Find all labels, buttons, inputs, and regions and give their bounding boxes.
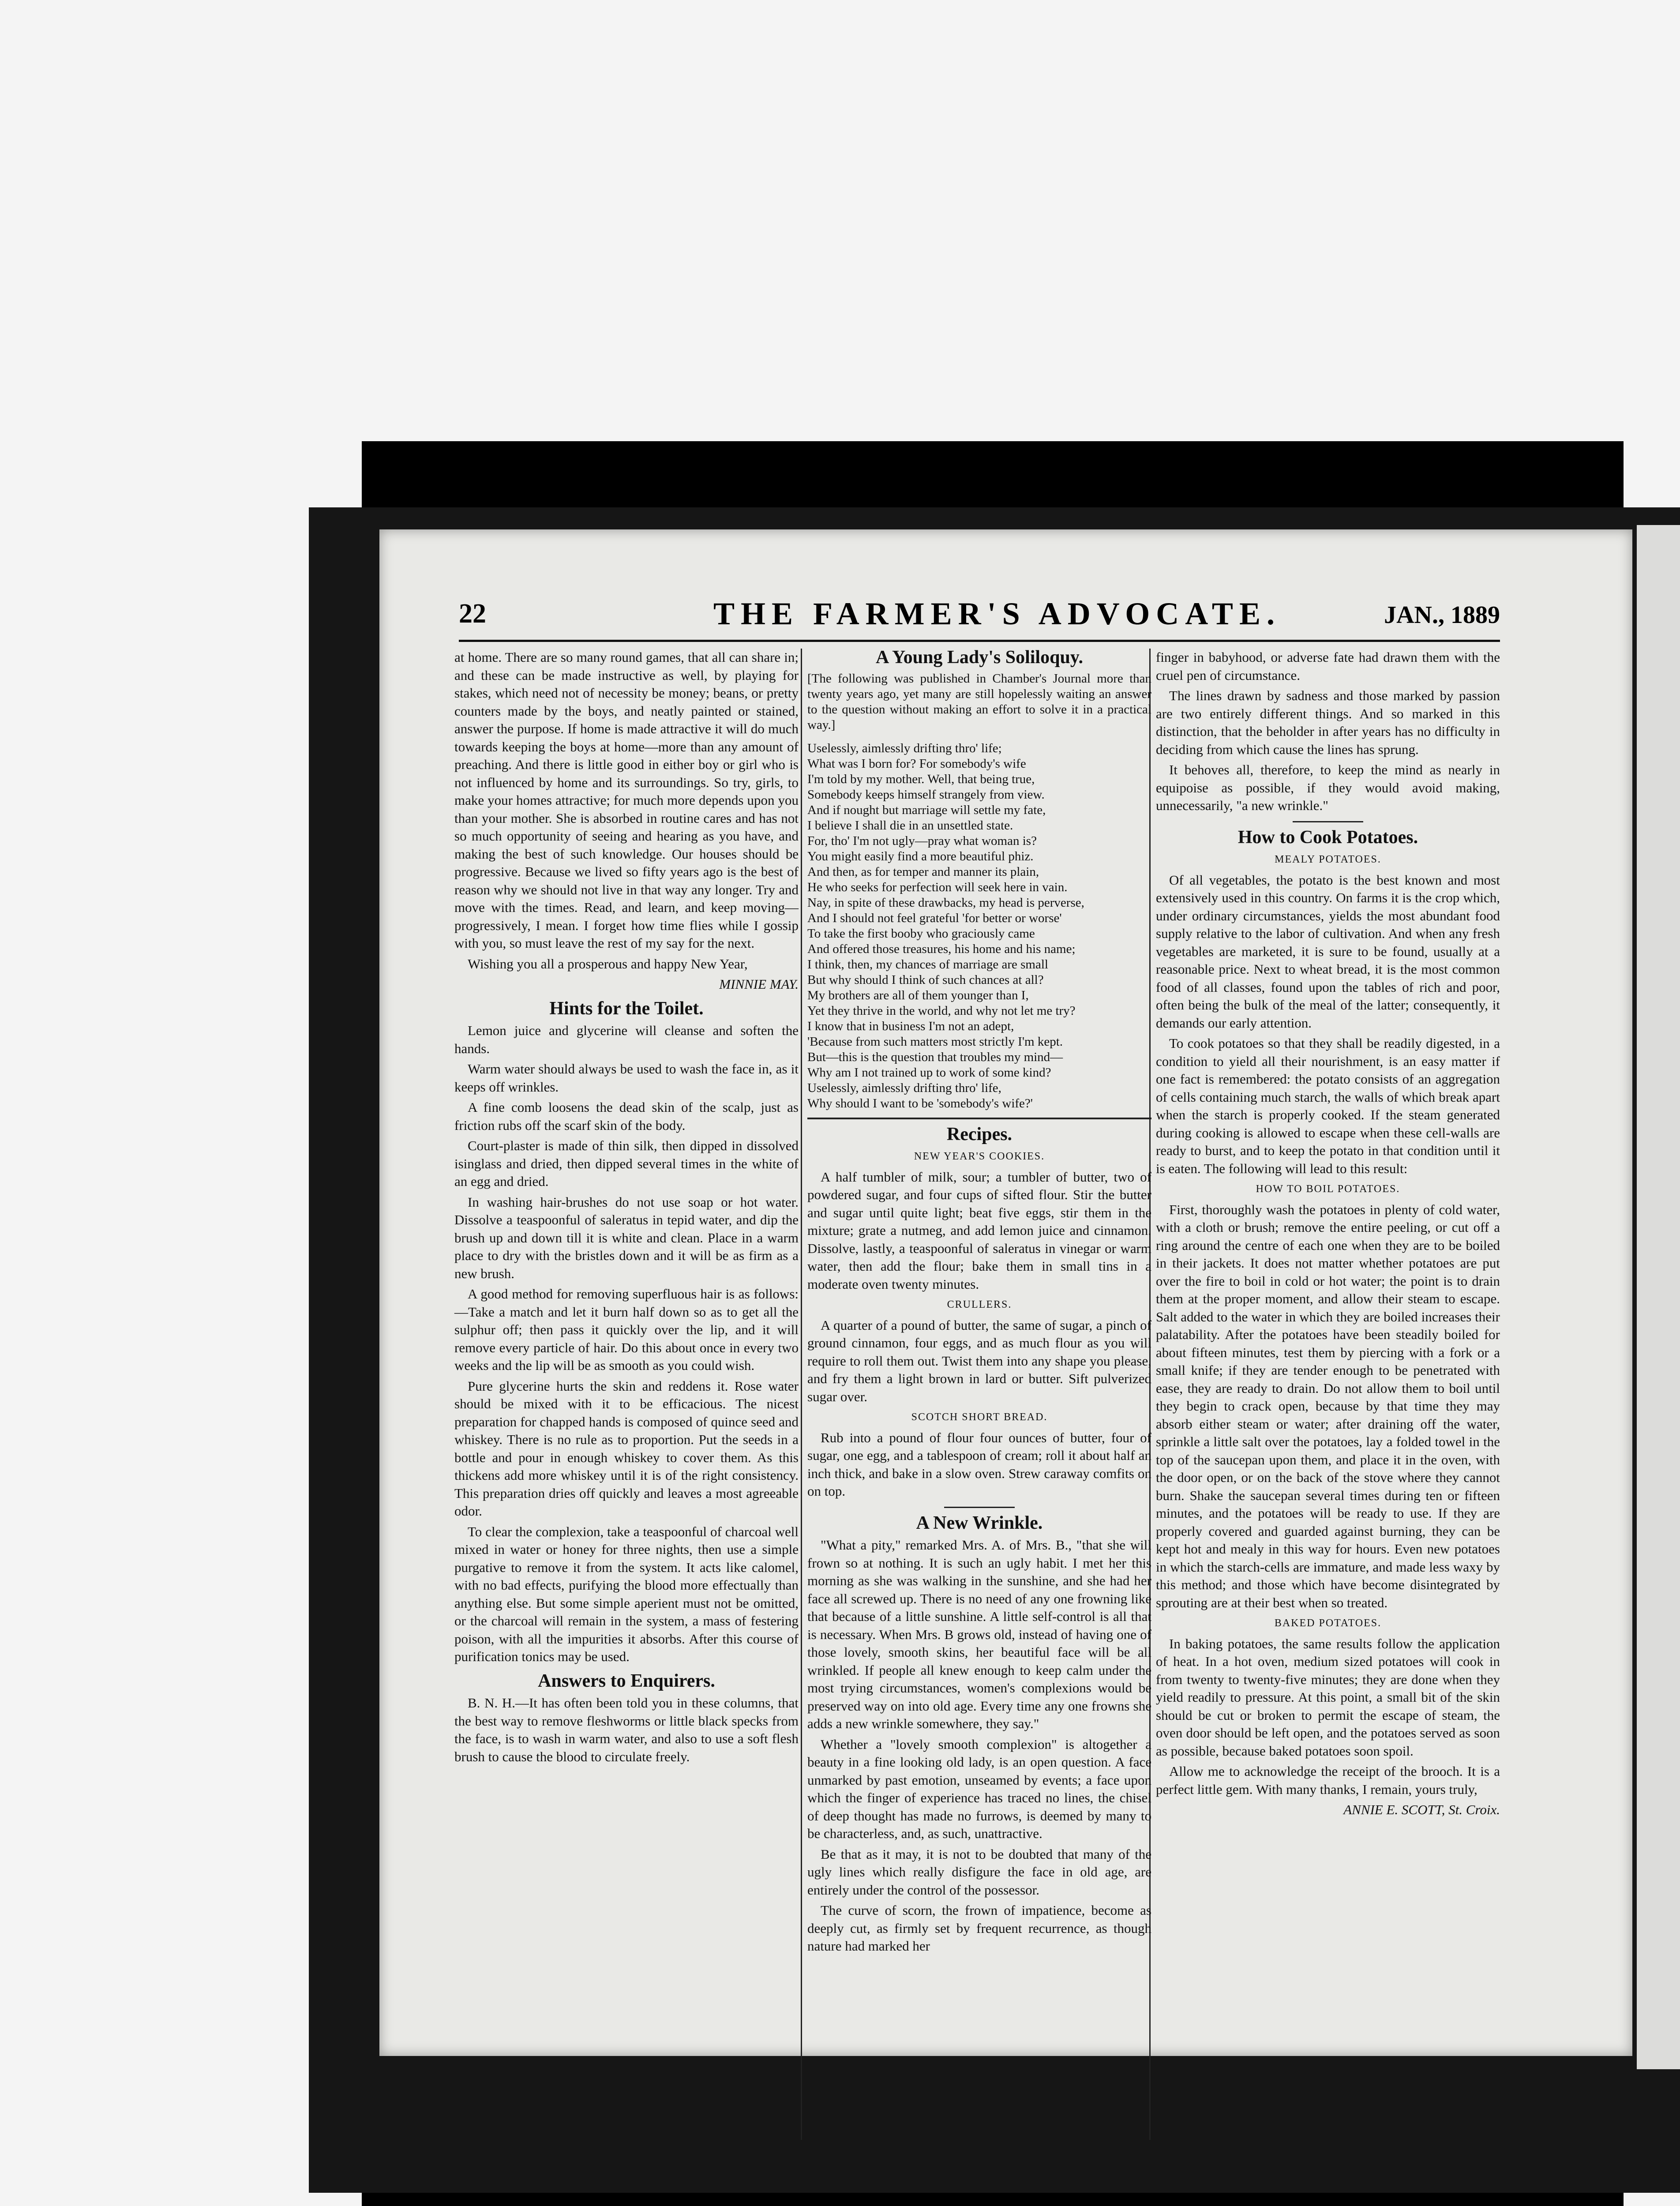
poem-line: I believe I shall die in an unsettled state. xyxy=(807,818,1013,833)
article-text: Warm water should always be used to wash the face in, as it keeps off wrinkles. xyxy=(454,1061,799,1095)
poem-line: Somebody keeps himself strangely from view. xyxy=(807,787,1045,802)
article-text: at home. There are so many round games, that all can share in; and these can be made instructive as well, by playing for stakes, which need not of necessity be money; beans, or pretty counters made by the boys, and neatly painted or stained, answer the purpose. If home is made attractive it will do much towards keeping the boys at home—more than any amount of preaching. And there is little good in either boy or girl who is not influenced by home and its surroundings. So try, girls, to make your homes attractive; for much more depends upon you than your mother. She is absorbed in routine cares and has not so much opportunity of seeing and hearing as you have, and making the best of such knowledge. Our houses should be progressive. Because we lived so fifty years ago is the best of reason why we should not live in that way any longer. Try and move with the times. Read, and learn, and keep moving—progressively, I mean. I forget how time flies while I gossip with you, so must leave the rest of my say for the next. xyxy=(454,649,799,951)
section-rule xyxy=(1293,821,1363,822)
subsection-title: HOW TO BOIL POTATOES. xyxy=(1256,1183,1400,1195)
newspaper-title: THE FARMER'S ADVOCATE. xyxy=(713,596,1281,631)
article-text: In baking potatoes, the same results follow the application of heat. In a hot oven, medium sized potatoes will cook in from twenty to twenty-five minutes; they are done when they yield readily to pressure. At this point, a small bit of the skin should be cut or broken to permit the escape of steam, the oven door should be left open, and the potatoes served as soon as possible, because baked potatoes soon spoil. xyxy=(1156,1636,1500,1759)
recipe-title: SCOTCH SHORT BREAD. xyxy=(911,1411,1048,1423)
section-rule xyxy=(944,1507,1015,1508)
poem xyxy=(807,741,1151,1111)
poem-line: But why should I think of such chances at all? xyxy=(807,972,1044,987)
article-text: The lines drawn by sadness and those marked by passion are two entirely different things. And so marked in this distinction, that the beholder in after years has no difficulty in deciding from which cause the lines has sprung. xyxy=(1156,688,1500,757)
column-middle xyxy=(807,649,1151,1958)
poem-intro: [The following was published in Chamber's Journal more than twenty years ago, yet many are still hopelessly waiting an answer to the question without making an effort to solve it in a practical way.] xyxy=(807,671,1151,732)
recipe-text: A quarter of a pound of butter, the same of sugar, a pinch of ground cinnamon, four eggs, and as much flour as you will require to roll them out. Twist them into any shape you please, and fry them a light brown in lard or butter. Sift pulverized sugar over. xyxy=(807,1317,1151,1404)
subsection-title: BAKED POTATOES. xyxy=(1274,1617,1382,1629)
poem-line: My brothers are all of them younger than I, xyxy=(807,988,1029,1002)
recipe-title: NEW YEAR'S COOKIES. xyxy=(914,1151,1045,1162)
article-text: Of all vegetables, the potato is the best known and most extensively used in this country. On farms it is the crop which, under ordinary circumstances, yields the most abundant food supply relative to the labor of cultivation. And when any fresh vegetables are marketed, it is sure to be found, usually at a reasonable price. Next to wheat bread, it is the most common food of all classes, found upon the tables of rich and poor, often being the bulk of the meal of the latter; consequently, it demands our early attention. xyxy=(1156,872,1500,1031)
article-text: Be that as it may, it is not to be doubted that many of the ugly lines which really disfigure the face in old age, are entirely under the control of the possessor. xyxy=(807,1846,1151,1898)
author-signature: ANNIE E. SCOTT, St. Croix. xyxy=(1343,1802,1500,1817)
poem-line: For, tho' I'm not ugly—pray what woman is? xyxy=(807,833,1037,848)
article-text: A good method for removing superfluous hair is as follows:—Take a match and let it burn half down so as to get all the sulphur off; then pass it quickly over the lip, and it will remove every particle of hair. Do this about once in every two weeks and the lip will be as smooth as you could wish. xyxy=(454,1286,799,1373)
recipe-text: Rub into a pound of flour four ounces of butter, four of sugar, one egg, and a tablespoon of cream; roll it about half an inch thick, and bake in a slow oven. Strew caraway comfits on on top. xyxy=(807,1429,1151,1499)
poem-line: I know that in business I'm not an adept, xyxy=(807,1019,1014,1033)
article-text: Court-plaster is made of thin silk, then dipped in dissolved isinglass and dried, then dipped several times in the white of an egg and dried. xyxy=(454,1138,799,1189)
scan-margin-top xyxy=(0,0,1680,441)
poem-line: I think, then, my chances of marriage are small xyxy=(807,957,1048,972)
facing-page-edge xyxy=(1637,525,1680,2069)
poem-line: Yet they thrive in the world, and why not let me try? xyxy=(807,1003,1076,1018)
page-number: 22 xyxy=(459,599,486,629)
section-rule xyxy=(807,1118,1151,1119)
subsection-title: MEALY POTATOES. xyxy=(1275,854,1381,865)
section-heading: Answers to Enquirers. xyxy=(538,1670,715,1691)
article-text: "What a pity," remarked Mrs. A. of Mrs. B., "that she will frown so at nothing. It is such an ugly habit. I met her this morning as she was walking in the sunshine, and she had her face all screwed up. There is no need of any one frowning like that because of a little sunshine. A little self-control is all that is necessary. When Mrs. B grows old, instead of having one of those lovely, smooth skins, her beautiful face will be all wrinkled. If people all knew enough to keep calm under the most trying circumstances, women's complexions would be preserved way on into old age. Every time any one frowns she adds a new wrinkle somewhere, they say." xyxy=(807,1537,1151,1731)
article-text: Lemon juice and glycerine will cleanse and soften the hands. xyxy=(454,1023,799,1056)
article-text: In washing hair-brushes do not use soap or hot water. Dissolve a teaspoonful of saleratus in tepid water, and dip the brush up and down till it is white and clean. Place in a warm place to dry with the bristles down and it will be as firm as a new brush. xyxy=(454,1194,799,1281)
column-left xyxy=(454,649,799,1768)
poem-line: But—this is the question that troubles my mind— xyxy=(807,1050,1063,1064)
article-text: First, thoroughly wash the potatoes in plenty of cold water, with a cloth or brush; remove the entire peeling, or cut off a ring around the centre of each one when they are to be boiled in their jackets. It does not matter whether potatoes are put over the fire to boil in cold or hot water; the point is to drain them at the proper moment, and allow their steam to escape. Salt added to the water in which they are boiled increases their palatability. After the potatoes have been steadily boiled for about fifteen minutes, test them by piercing with a fork or a small knife; if they are tender enough to be penetrated with ease, they are ready to drain. Do not allow them to boil until they begin to crack open, because by that time they may absorb either steam or water; after draining off the water, sprinkle a little salt over the potatoes, lay a folded towel in the top of the saucepan upon them, and place it in the oven, with the door open, or on the back of the stove where they cannot burn. Shake the saucepan several times during ten or fifteen minutes, and the potatoes will be ready to use. If they are properly covered and guarded against burning, they can be kept hot and mealy in this way for hours. Even new potatoes in which the starch-cells are immature, and made less waxy by this method; and those which have become disintegrated by sprouting are at their best when so treated. xyxy=(1156,1201,1500,1610)
column-right xyxy=(1156,649,1500,1819)
recipe-title: CRULLERS. xyxy=(947,1299,1012,1310)
article-text: Pure glycerine hurts the skin and reddens it. Rose water should be mixed with it to be efficacious. The nicest preparation for chapped hands is composed of quince seed and whiskey. There is no rule as to proportion. Put the seeds in a bottle and pour in enough whiskey to cover them. As this thickens add more whiskey until it is of the right consistency. This preparation dries off quickly and leaves a most agreeable odor. xyxy=(454,1378,799,1519)
author-signature: MINNIE MAY. xyxy=(719,976,799,992)
article-text: To clear the complexion, take a teaspoonful of charcoal well mixed in water or honey for three nights, then use a simple purgative to remove it from the system. It acts like calomel, with no bad effects, purifying the blood more effectually than anything else. But some simple aperient must not be omitted, or the charcoal will remain in the system, a mass of festering poison, with all the impurities it absorbs. After this course of purification tonics may be used. xyxy=(454,1523,799,1664)
poem-line: And I should not feel grateful 'for better or worse' xyxy=(807,911,1062,925)
section-heading: A New Wrinkle. xyxy=(916,1512,1043,1533)
poem-line: I'm told by my mother. Well, that being true, xyxy=(807,772,1035,786)
poem-line: Uselessly, aimlessly drifting thro' life, xyxy=(807,1080,1001,1095)
issue-date: JAN., 1889 xyxy=(1384,601,1500,629)
header-rule xyxy=(459,640,1500,642)
article-text: B. N. H.—It has often been told you in these columns, that the best way to remove fleshworms or little black specks from the face, is to wash in warm water, and also to use a soft flesh brush to cause the blood to circulate freely. xyxy=(454,1695,799,1764)
poem-line: 'Because from such matters most strictly I'm kept. xyxy=(807,1034,1063,1049)
article-text: Wishing you all a prosperous and happy New Year, xyxy=(468,956,748,972)
section-heading: A Young Lady's Soliloquy. xyxy=(876,647,1083,668)
poem-line: Why am I not trained up to work of some kind? xyxy=(807,1065,1051,1080)
poem-line: He who seeks for perfection will seek here in vain. xyxy=(807,880,1068,894)
article-text: finger in babyhood, or adverse fate had drawn them with the cruel pen of circumstance. xyxy=(1156,649,1500,683)
poem-line: You might easily find a more beautiful phiz. xyxy=(807,849,1034,863)
article-text: The curve of scorn, the frown of impatience, become as deeply cut, as firmly set by frequent recurrence, as though nature had marked her xyxy=(807,1902,1151,1954)
section-heading: Hints for the Toilet. xyxy=(549,998,704,1019)
section-heading: Recipes. xyxy=(946,1124,1012,1144)
poem-line: Why should I want to be 'somebody's wife?' xyxy=(807,1096,1033,1111)
poem-line: To take the first booby who graciously came xyxy=(807,926,1035,941)
poem-line: And if nought but marriage will settle my fate, xyxy=(807,803,1046,817)
masthead xyxy=(459,596,1500,635)
recipe-text: A half tumbler of milk, sour; a tumbler of butter, two of powdered sugar, and four cups of sifted flour. Stir the butter and sugar until quite light; beat five eggs, stir them in the mixture; grate a nutmeg, and add lemon juice and cinnamon. Dissolve, lastly, a teaspoonful of saleratus in vinegar or warm water, then add the flour; bake them in small tins in a moderate oven twenty minutes. xyxy=(807,1169,1151,1292)
article-text: Allow me to acknowledge the receipt of the brooch. It is a perfect little gem. With many thanks, I remain, yours truly, xyxy=(1156,1763,1500,1797)
poem-line: What was I born for? For somebody's wife xyxy=(807,756,1026,771)
article-text: A fine comb loosens the dead skin of the scalp, just as friction rubs off the scarf skin of the body. xyxy=(454,1099,799,1133)
article-text: It behoves all, therefore, to keep the mind as nearly in equipoise as possible, if they would avoid making, unnecessarily, "a new wrinkle." xyxy=(1156,762,1500,813)
article-text: Whether a "lovely smooth complexion" is altogether a beauty in a fine looking old lady, is an open question. A face unmarked by past emotion, unseamed by events; a face upon which the finger of experience has traced no lines, the chisel of deep thought has made no furrows, is deemed by many to be characterless, and, as such, unattractive. xyxy=(807,1736,1151,1841)
scan-margin-left xyxy=(0,441,362,2206)
poem-line: And then, as for temper and manner its plain, xyxy=(807,864,1039,879)
section-heading: How to Cook Potatoes. xyxy=(1238,827,1418,848)
poem-line: Nay, in spite of these drawbacks, my head is perverse, xyxy=(807,895,1084,910)
poem-line: Uselessly, aimlessly drifting thro' life; xyxy=(807,741,1002,755)
column-divider xyxy=(801,649,802,2140)
poem-line: And offered those treasures, his home and his name; xyxy=(807,942,1076,956)
article-text: To cook potatoes so that they shall be readily digested, in a condition to yield all their nourishment, is an easy matter if one fact is remembered: the potato consists of an aggregation of cells containing much starch, the walls of which break apart when the starch is properly cooked. If the steam generated during cooking is allowed to escape when these cell-walls are ready to burst, and to keep the potato in that condition until it is eaten. The following will lead to this result: xyxy=(1156,1035,1500,1176)
